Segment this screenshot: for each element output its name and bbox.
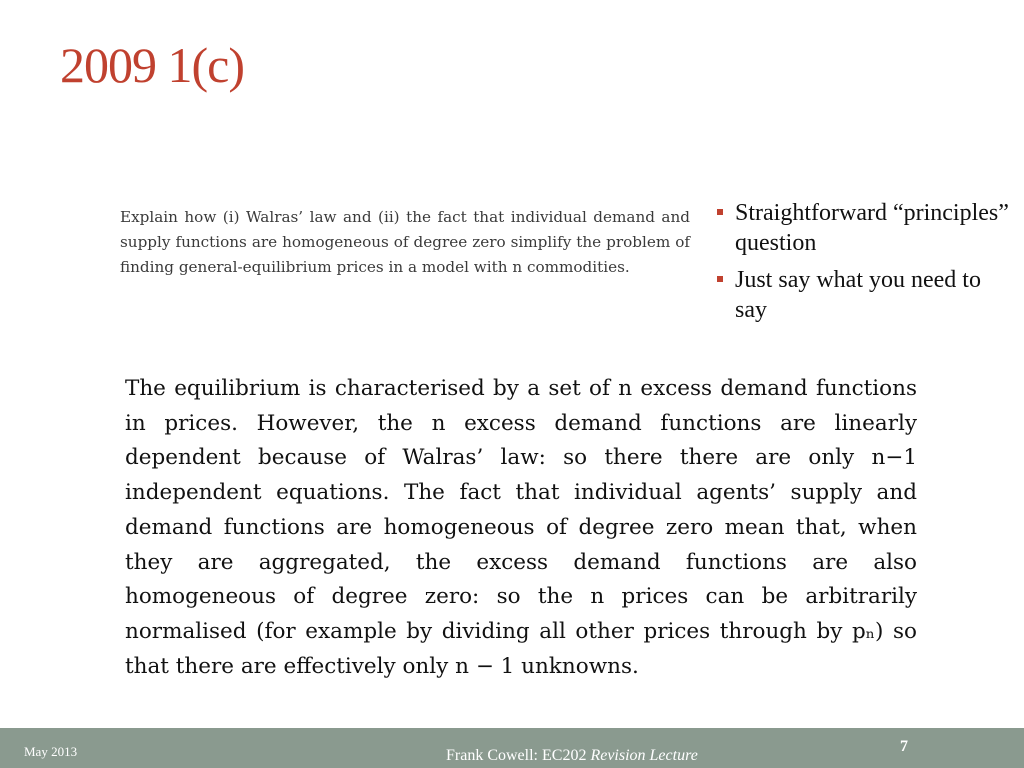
bullet-text: Just say what you need to say <box>735 267 981 323</box>
footer-bar <box>0 728 1024 768</box>
exam-question-text: Explain how (i) Walras’ law and (ii) the fact that individual demand and supply functions are homogeneous of degree zero simplify the problem of finding general-equilibrium prices in a model with n commodities. <box>120 208 690 276</box>
answer-text: The equilibrium is characterised by a set of n excess demand functions in prices. However, the n excess demand functions are linearly dependent because of Walras’ law: so there there are only n−1 independent equations. The fact that individual agents’ supply and demand functions are homogeneous of degree zero mean that, when they are aggregated, the excess demand functions are also homogeneous of degree zero: so the n prices can be arbitrarily normalised (for example by dividing all other prices through by pₙ) so that there are effectively only n − 1 unknowns. <box>125 376 917 679</box>
footer-lecture-title: Revision Lecture <box>590 747 698 764</box>
bullet-list <box>715 198 1015 332</box>
footer-author-course: Frank Cowell: EC202 <box>446 747 591 764</box>
page-number: 7 <box>900 738 908 755</box>
bullet-text: Straightforward “principles” question <box>735 200 1009 256</box>
bullet-item <box>715 265 1015 325</box>
bullet-item <box>715 198 1015 258</box>
footer-title <box>446 747 698 765</box>
square-bullet-icon <box>717 276 723 282</box>
slide-title: 2009 1(c) <box>60 37 244 93</box>
footer-date: May 2013 <box>24 744 78 759</box>
square-bullet-icon <box>717 209 723 215</box>
